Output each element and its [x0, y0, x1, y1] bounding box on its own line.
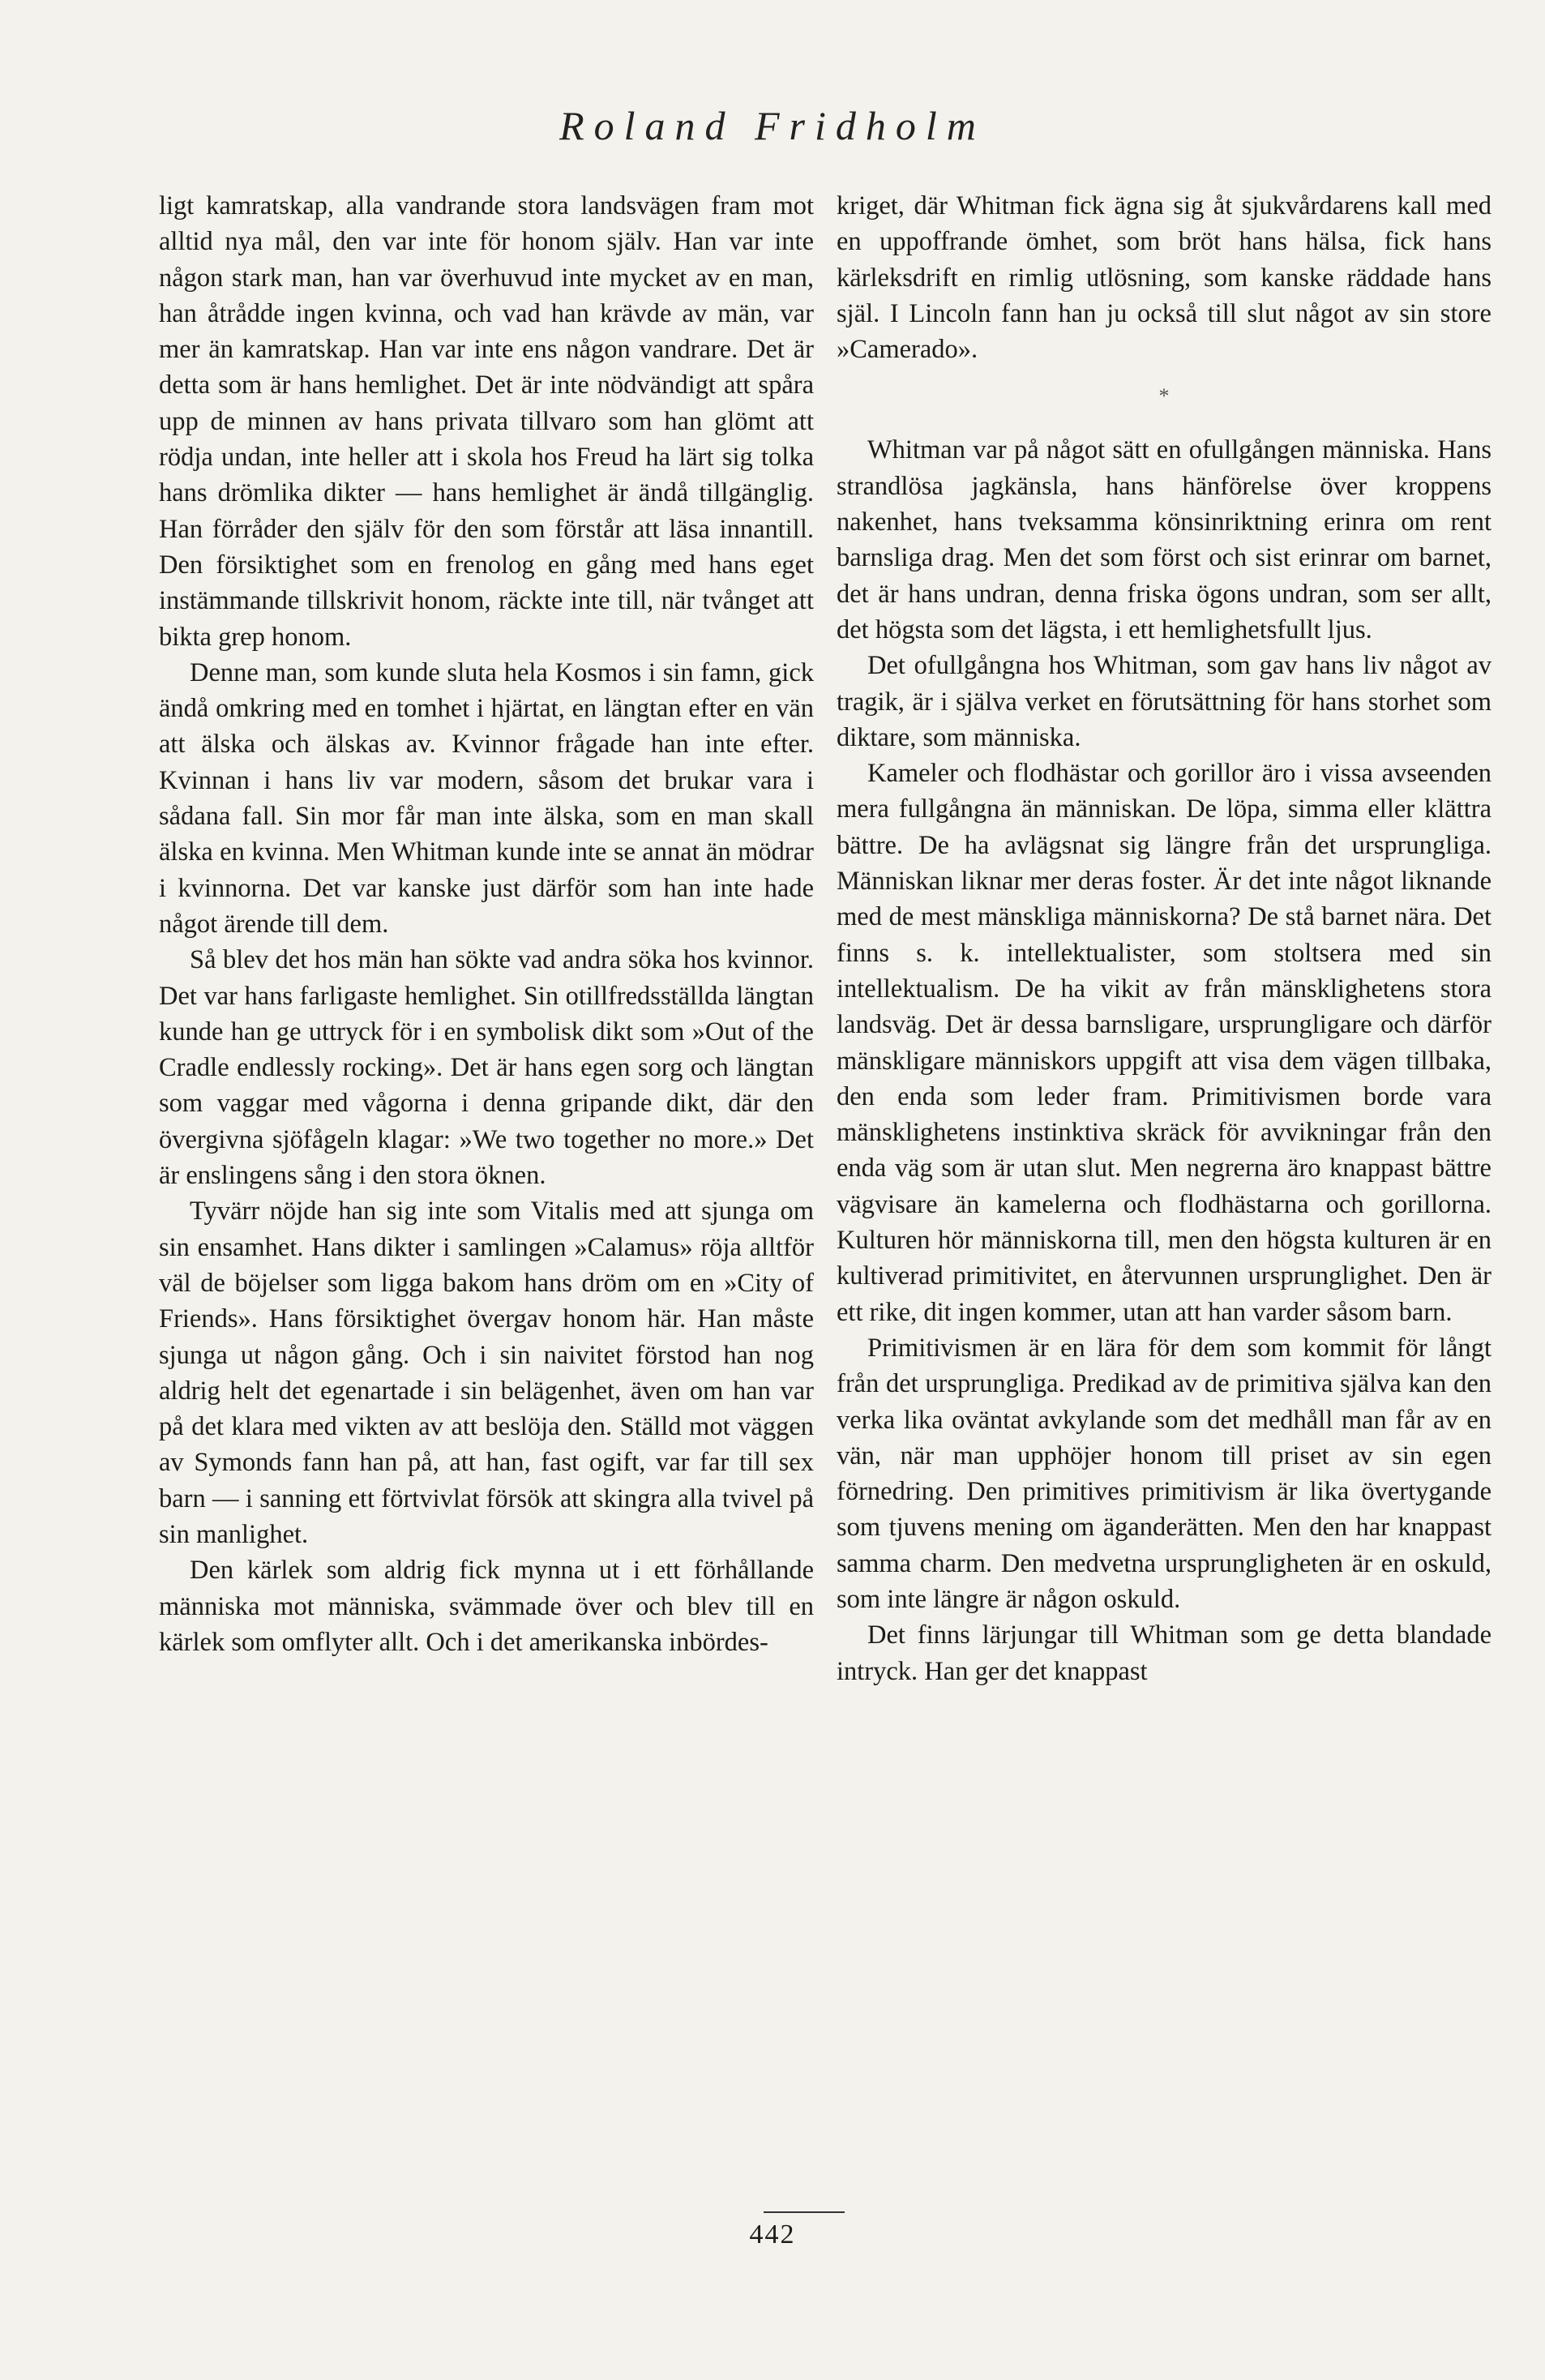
paragraph: Denne man, som kunde sluta hela Kosmos i sin famn, gick ändå omkring med en tomhet i hjärtat, en längtan efter en vän att älska och älskas av. Kvinnor frågade han inte efter. Kvinnan i hans liv var modern, såsom det brukar vara i sådana fall. Sin mor får man inte älska, som en man skall älska en kvinna. Men Whitman kunde inte se annat än mödrar i kvinnorna. Det var kanske just därför som han inte hade något ärende till dem. [159, 657, 814, 939]
paragraph: Primitivismen är en lära för dem som kommit för långt från det ursprungliga. Predikad av de primitiva själva kan den verka lika oväntat avkylande som det medhåll man får av en vän, när man upphöjer honom till priset av sin egen förnedring. Den primitives primitivism är lika övertygande som tjuvens mening om äganderätten. Men den har knappast samma charm. Den medvetna ursprungligheten är en oskuld, som inte längre är någon oskuld. [837, 1333, 1492, 1614]
paragraph: kriget, där Whitman fick ägna sig åt sjukvårdarens kall med en uppoffrande ömhet, som bröt hans hälsa, fick hans kärleksdrift en rimlig utlösning, som kanske räddade hans själ. I Lincoln fann han ju också till slut något av sin store »Camerado». [837, 191, 1492, 365]
section-break-asterisk: * [1158, 384, 1170, 409]
paragraph: ligt kamratskap, alla vandrande stora landsvägen fram mot alltid nya mål, den var inte för honom själv. Han var inte någon stark man, han var överhuvud inte mycket av en man, han åtrådde ingen kvinna, och vad han krävde av män, var mer än kamratskap. Han var inte ens någon vandrare. Det är detta som är hans hemlighet. Det är inte nödvändigt att spåra upp de minnen av hans privata tillvaro som han glömt att rödja undan, inte heller att i skola hos Freud ha lärt sig tolka hans drömlika dikter — hans hemlighet är ändå tillgänglig. Han förråder den själv för den som förstår att läsa innantill. Den försiktighet som en frenolog en gång med hans eget instämmande tillskrivit honom, räckte inte till, när tvånget att bikta grep honom. [159, 191, 814, 652]
paragraph: Den kärlek som aldrig fick mynna ut i ett förhållande människa mot människa, svämmade över och blev till en kärlek som omflyter allt. Och i det amerikanska inbördes- [159, 1556, 814, 1657]
running-head-author: Roland Fridholm [559, 103, 986, 148]
left-text-column [159, 188, 814, 1660]
paragraph: Det ofullgångna hos Whitman, som gav hans liv något av tragik, är i själva verket en förutsättning för hans storhet som diktare, som människa. [837, 651, 1492, 752]
paragraph: Kameler och flodhästar och gorillor äro i vissa avseenden mera fullgångna än människan. De löpa, simma eller klättra bättre. De ha avlägsnat sig längre från det ursprungliga. Människan liknar mer deras foster. Är det inte något liknande med de mest mänskliga människorna? De stå barnet nära. Det finns s. k. intellektualister, som stoltsera med sin intellektualism. De ha vikit av från mänsklighetens stora landsväg. Det är dessa barnsligare, ursprungligare och därför mänskligare människors uppgift att visa dem vägen tillbaka, den enda som leder fram. Primitivismen borde vara mänsklighetens instinktiva skräck för avvikningar från den enda väg som är utan slut. Men negrerna äro knappast bättre vägvisare än kamelerna och flodhästarna och gorillorna. Kulturen hör människorna till, men den högsta kulturen är en kultiverad primitivitet, en återvunnen ursprunglighet. Den är ett rike, dit ingen kommer, utan att han varder såsom barn. [837, 759, 1492, 1327]
paragraph: Tyvärr nöjde han sig inte som Vitalis med att sjunga om sin ensamhet. Hans dikter i samlingen »Calamus» röja alltför väl de böjelser som ligga bakom hans dröm om en »City of Friends». Hans försiktighet övergav honom här. Han måste sjunga ut någon gång. Och i sin naivitet förstod han nog aldrig helt det egenartade i sin belägenhet, även om han var på det klara med vikten av att beslöja den. Ställd mot väggen av Symonds fann han på, att han, fast ogift, var far till sex barn — i sanning ett förtvivlat försök att skingra alla tvivel på sin manlighet. [159, 1196, 814, 1549]
page-number-rule [764, 2211, 845, 2213]
right-text-column [837, 188, 1492, 1689]
paragraph: Whitman var på något sätt en ofullgången människa. Hans strandlösa jagkänsla, hans hänförelse över kroppens nakenhet, hans tveksamma könsinriktning erinra om rent barnsliga drag. Men det som först och sist erinrar om barnet, det är hans undran, denna friska ögons undran, som ser allt, det högsta som det lägsta, i ett hemlighetsfullt ljus. [837, 435, 1492, 644]
paragraph: Det finns lärjungar till Whitman som ge detta blandade intryck. Han ger det knappast [837, 1620, 1492, 1686]
page-number: 442 [749, 2219, 796, 2249]
paragraph: Så blev det hos män han sökte vad andra söka hos kvinnor. Det var hans farligaste hemlighet. Sin otillfredsställda längtan kunde han ge uttryck för i en symbolisk dikt som »Out of the Cradle endlessly rocking». Det är hans egen sorg och längtan som vaggar med vågorna i denna gripande dikt, där den övergivna sjöfågeln klagar: »We two together no more.» Det är enslingens sång i den stora öknen. [159, 945, 814, 1191]
